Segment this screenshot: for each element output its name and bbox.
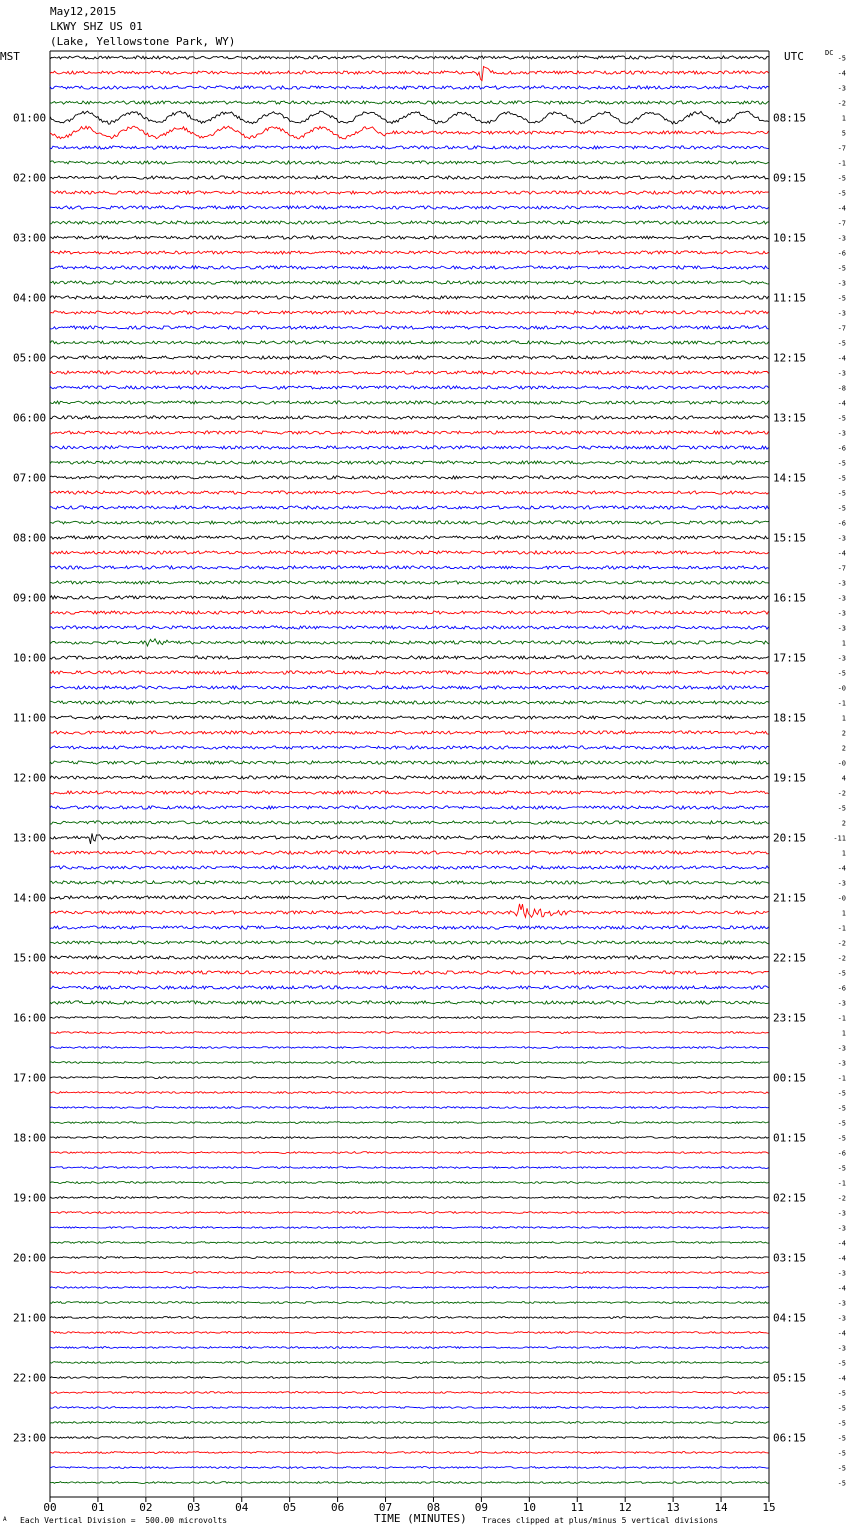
- dc-offset-label: -3: [837, 1344, 846, 1353]
- trace-blue: [50, 806, 769, 809]
- trace-green: [50, 461, 769, 464]
- utc-hour-label: 03:15: [773, 1251, 807, 1265]
- trace-green: [50, 1422, 769, 1424]
- trace-red: [50, 67, 769, 81]
- dc-offset-label: -5: [837, 1449, 846, 1458]
- utc-hour-label: 12:15: [773, 351, 807, 365]
- utc-hour-label: 09:15: [773, 171, 807, 185]
- trace-red: [50, 1092, 769, 1094]
- trace-green: [50, 761, 769, 764]
- utc-hour-label: 19:15: [773, 771, 807, 785]
- trace-green: [50, 1302, 769, 1304]
- trace-green: [50, 881, 769, 884]
- trace-green: [50, 401, 769, 404]
- dc-offset-label: -3: [837, 429, 846, 438]
- dc-offset-label: 4: [841, 774, 846, 783]
- trace-black: [50, 56, 769, 59]
- dc-offset-label: -3: [837, 534, 846, 543]
- trace-red: [50, 491, 769, 494]
- dc-offset-label: -4: [837, 1329, 846, 1338]
- trace-blue: [50, 626, 769, 629]
- trace-black: [50, 536, 769, 539]
- dc-offset-label: -7: [837, 219, 846, 228]
- mst-hour-label: 07:00: [13, 471, 47, 485]
- trace-black: [50, 596, 769, 599]
- dc-offset-label: -3: [837, 369, 846, 378]
- utc-label: UTC: [784, 50, 804, 63]
- trace-blue: [50, 206, 769, 209]
- trace-black: [50, 1197, 769, 1199]
- trace-green: [50, 521, 769, 524]
- trace-black: [50, 1317, 769, 1319]
- dc-offset-label: -5: [837, 804, 846, 813]
- trace-black: [50, 656, 769, 659]
- mst-hour-label: 18:00: [13, 1131, 47, 1145]
- utc-hour-label: 02:15: [773, 1191, 807, 1205]
- dc-offset-label: -5: [837, 1119, 846, 1128]
- trace-red: [50, 731, 769, 734]
- dc-offset-label: -0: [837, 894, 846, 903]
- trace-red: [50, 251, 769, 254]
- dc-offset-label: -11: [833, 834, 846, 843]
- trace-blue: [50, 566, 769, 569]
- utc-hour-label: 10:15: [773, 231, 807, 245]
- dc-offset-label: 1: [841, 849, 846, 858]
- dc-offset-label: -3: [837, 1269, 846, 1278]
- mst-hour-label: 15:00: [13, 951, 47, 965]
- mst-hour-label: 22:00: [13, 1371, 47, 1385]
- dc-offset-label: -3: [837, 1224, 846, 1233]
- dc-offset-label: -6: [837, 519, 846, 528]
- trace-black: [50, 776, 769, 779]
- trace-green: [50, 1482, 769, 1484]
- dc-offset-label: -5: [837, 1134, 846, 1143]
- trace-green: [50, 341, 769, 344]
- trace-green: [50, 941, 769, 944]
- trace-blue: [50, 866, 769, 869]
- mst-hour-label: 06:00: [13, 411, 47, 425]
- dc-offset-label: -5: [837, 264, 846, 273]
- x-tick-label: 01: [91, 1501, 105, 1514]
- mst-hour-label: 10:00: [13, 651, 47, 665]
- trace-red: [50, 126, 769, 139]
- location-label: (Lake, Yellowstone Park, WY): [50, 35, 236, 48]
- trace-green: [50, 1242, 769, 1244]
- utc-hour-label: 06:15: [773, 1431, 807, 1445]
- trace-red: [50, 904, 769, 918]
- trace-red: [50, 1332, 769, 1334]
- dc-offset-label: -7: [837, 324, 846, 333]
- mst-hour-label: 14:00: [13, 891, 47, 905]
- trace-blue: [50, 926, 769, 929]
- trace-blue: [50, 326, 769, 329]
- clip-note: Traces clipped at plus/minus 5 vertical divisions: [482, 1516, 719, 1525]
- trace-black: [50, 416, 769, 419]
- mst-hour-label: 02:00: [13, 171, 47, 185]
- dc-offset-label: 5: [841, 129, 846, 138]
- scale-note: Each Vertical Division = 500.00 microvolts: [20, 1516, 228, 1525]
- trace-blue: [50, 1107, 769, 1109]
- dc-offset-label: -0: [837, 759, 846, 768]
- dc-offset-label: -2: [837, 99, 846, 108]
- station-label: LKWY SHZ US 01: [50, 20, 143, 33]
- mst-hour-label: 05:00: [13, 351, 47, 365]
- mst-hour-label: 16:00: [13, 1011, 47, 1025]
- trace-green: [50, 101, 769, 104]
- dc-offset-label: -4: [837, 549, 846, 558]
- mst-hour-label: 09:00: [13, 591, 47, 605]
- trace-red: [50, 1452, 769, 1454]
- dc-offset-label: -2: [837, 954, 846, 963]
- x-tick-label: 02: [139, 1501, 153, 1514]
- dc-offset-label: -3: [837, 1299, 846, 1308]
- trace-blue: [50, 86, 769, 89]
- mst-hour-label: 13:00: [13, 831, 47, 845]
- dc-offset-label: 2: [841, 729, 846, 738]
- dc-offset-label: 1: [841, 1029, 846, 1038]
- dc-offset-label: -5: [837, 1104, 846, 1113]
- trace-red: [50, 851, 769, 854]
- dc-offset-label: -6: [837, 1149, 846, 1158]
- dc-offset-label: -4: [837, 864, 846, 873]
- dc-offset-label: -6: [837, 249, 846, 258]
- dc-offset-label: -3: [837, 84, 846, 93]
- trace-green: [50, 581, 769, 584]
- trace-green: [50, 221, 769, 224]
- trace-black: [50, 111, 769, 124]
- dc-offset-label: -4: [837, 1374, 846, 1383]
- utc-hour-label: 14:15: [773, 471, 807, 485]
- trace-green: [50, 1362, 769, 1364]
- x-tick-label: 05: [283, 1501, 297, 1514]
- dc-offset-label: 1: [841, 909, 846, 918]
- utc-hour-label: 11:15: [773, 291, 807, 305]
- utc-hour-label: 04:15: [773, 1311, 807, 1325]
- mst-hour-label: 23:00: [13, 1431, 47, 1445]
- dc-offset-label: -4: [837, 1239, 846, 1248]
- x-tick-label: 06: [330, 1501, 345, 1514]
- utc-hour-label: 17:15: [773, 651, 807, 665]
- dc-offset-label: -5: [837, 1464, 846, 1473]
- utc-hour-label: 05:15: [773, 1371, 807, 1385]
- trace-green: [50, 639, 769, 646]
- dc-label: DC: [825, 49, 834, 57]
- trace-black: [50, 296, 769, 299]
- dc-offset-label: -5: [837, 294, 846, 303]
- trace-red: [50, 551, 769, 554]
- dc-offset-label: -2: [837, 1194, 846, 1203]
- utc-hour-label: 01:15: [773, 1131, 807, 1145]
- trace-blue: [50, 746, 769, 749]
- trace-blue: [50, 1167, 769, 1169]
- dc-offset-label: -2: [837, 939, 846, 948]
- trace-red: [50, 191, 769, 194]
- x-tick-label: 12: [618, 1501, 632, 1514]
- dc-offset-label: -3: [837, 1209, 846, 1218]
- dc-offset-label: -5: [837, 174, 846, 183]
- dc-offset-label: -3: [837, 879, 846, 888]
- utc-hour-label: 15:15: [773, 531, 807, 545]
- mst-hour-label: 17:00: [13, 1071, 47, 1085]
- dc-offset-label: -3: [837, 234, 846, 243]
- x-axis-title: TIME (MINUTES): [374, 1512, 467, 1525]
- utc-hour-label: 08:15: [773, 111, 807, 125]
- dc-offset-label: -0: [837, 684, 846, 693]
- x-tick-label: 08: [426, 1501, 441, 1514]
- dc-offset-label: -3: [837, 1314, 846, 1323]
- dc-offset-label: -4: [837, 1254, 846, 1263]
- mst-hour-label: 01:00: [13, 111, 47, 125]
- dc-offset-label: -4: [837, 354, 846, 363]
- mst-hour-label: 11:00: [13, 711, 47, 725]
- trace-blue: [50, 1467, 769, 1469]
- trace-black: [50, 356, 769, 359]
- dc-offset-label: -5: [837, 1389, 846, 1398]
- mst-hour-label: 21:00: [13, 1311, 47, 1325]
- dc-offset-label: -5: [837, 474, 846, 483]
- dc-offset-label: -5: [837, 339, 846, 348]
- x-tick-label: 11: [570, 1501, 584, 1514]
- mst-hour-label: 08:00: [13, 531, 47, 545]
- dc-offset-label: -3: [837, 1059, 846, 1068]
- dc-offset-label: -5: [837, 54, 846, 63]
- trace-blue: [50, 386, 769, 389]
- trace-red: [50, 431, 769, 434]
- x-tick-label: 10: [522, 1501, 536, 1514]
- dc-offset-label: -1: [837, 1014, 846, 1023]
- trace-black: [50, 1257, 769, 1259]
- trace-red: [50, 971, 769, 974]
- trace-blue: [50, 1227, 769, 1229]
- trace-red: [50, 371, 769, 374]
- dc-offset-label: -5: [837, 1359, 846, 1368]
- mst-hour-label: 12:00: [13, 771, 47, 785]
- utc-hour-label: 22:15: [773, 951, 807, 965]
- x-tick-label: 14: [714, 1501, 728, 1514]
- dc-offset-label: -5: [837, 1089, 846, 1098]
- dc-offset-label: 1: [841, 639, 846, 648]
- dc-offset-label: -4: [837, 1284, 846, 1293]
- trace-black: [50, 1077, 769, 1079]
- trace-green: [50, 1001, 769, 1004]
- grid-lines: [50, 51, 769, 1497]
- trace-black: [50, 896, 769, 899]
- mst-label: MST: [0, 50, 20, 63]
- dc-offset-label: -1: [837, 159, 846, 168]
- x-tick-label: 13: [666, 1501, 680, 1514]
- utc-hour-label: 21:15: [773, 891, 807, 905]
- dc-offset-label: -5: [837, 459, 846, 468]
- utc-hour-label: 18:15: [773, 711, 807, 725]
- date-label: May12,2015: [50, 5, 117, 18]
- trace-black: [50, 1017, 769, 1019]
- dc-offset-label: -5: [837, 1164, 846, 1173]
- trace-black: [50, 1137, 769, 1139]
- dc-offset-label: -3: [837, 594, 846, 603]
- dc-offset-label: -3: [837, 279, 846, 288]
- trace-black: [50, 1437, 769, 1439]
- trace-red: [50, 671, 769, 674]
- x-tick-label: 07: [378, 1501, 393, 1514]
- mst-hour-label: 03:00: [13, 231, 47, 245]
- dc-offset-label: -5: [837, 1434, 846, 1443]
- trace-black: [50, 1377, 769, 1379]
- trace-red: [50, 311, 769, 314]
- x-tick-label: 00: [43, 1501, 57, 1514]
- trace-black: [50, 476, 769, 479]
- dc-offset-label: -5: [837, 1419, 846, 1428]
- utc-hour-label: 00:15: [773, 1071, 807, 1085]
- trace-blue: [50, 146, 769, 149]
- dc-offset-label: -5: [837, 504, 846, 513]
- trace-red: [50, 1032, 769, 1034]
- dc-offset-label: -5: [837, 489, 846, 498]
- dc-offset-label: -4: [837, 399, 846, 408]
- mst-hour-label: 19:00: [13, 1191, 47, 1205]
- trace-blue: [50, 266, 769, 269]
- trace-green: [50, 1122, 769, 1124]
- trace-lines: [50, 56, 769, 1484]
- trace-black: [50, 176, 769, 179]
- dc-offset-label: -8: [837, 384, 846, 393]
- dc-offset-label: -1: [837, 1074, 846, 1083]
- trace-red: [50, 1272, 769, 1274]
- dc-offset-label: -3: [837, 579, 846, 588]
- dc-offset-label: -4: [837, 69, 846, 78]
- mst-hour-label: 04:00: [13, 291, 47, 305]
- dc-offset-label: -5: [837, 969, 846, 978]
- trace-red: [50, 1392, 769, 1394]
- trace-blue: [50, 1287, 769, 1289]
- dc-offset-label: -3: [837, 609, 846, 618]
- mst-hour-label: 20:00: [13, 1251, 47, 1265]
- trace-black: [50, 956, 769, 959]
- dc-offset-label: -4: [837, 204, 846, 213]
- dc-offset-label: -7: [837, 564, 846, 573]
- trace-red: [50, 791, 769, 794]
- trace-green: [50, 281, 769, 284]
- dc-offset-label: 2: [841, 744, 846, 753]
- trace-blue: [50, 1047, 769, 1049]
- dc-offset-label: -3: [837, 309, 846, 318]
- dc-offset-label: -3: [837, 999, 846, 1008]
- dc-offset-label: 1: [841, 714, 846, 723]
- trace-green: [50, 821, 769, 824]
- utc-hour-label: 13:15: [773, 411, 807, 425]
- dc-offset-label: -5: [837, 669, 846, 678]
- utc-hour-label: 23:15: [773, 1011, 807, 1025]
- x-tick-label: 09: [474, 1501, 489, 1514]
- trace-blue: [50, 1407, 769, 1409]
- trace-green: [50, 1182, 769, 1184]
- trace-blue: [50, 686, 769, 689]
- dc-offset-label: -7: [837, 144, 846, 153]
- dc-offset-label: -5: [837, 1404, 846, 1413]
- corner-mark: A: [3, 1516, 7, 1523]
- dc-offset-label: 2: [841, 819, 846, 828]
- dc-offset-label: -3: [837, 624, 846, 633]
- x-tick-label: 03: [187, 1501, 201, 1514]
- dc-offset-label: 1: [841, 114, 846, 123]
- dc-offset-label: -3: [837, 1044, 846, 1053]
- dc-offset-label: -1: [837, 1179, 846, 1188]
- dc-offset-label: -1: [837, 924, 846, 933]
- dc-offset-label: -2: [837, 789, 846, 798]
- trace-blue: [50, 1347, 769, 1349]
- dc-offset-label: -6: [837, 444, 846, 453]
- trace-black: [50, 716, 769, 719]
- dc-offset-label: -5: [837, 189, 846, 198]
- trace-blue: [50, 986, 769, 989]
- trace-red: [50, 1212, 769, 1214]
- dc-offset-label: -6: [837, 984, 846, 993]
- trace-green: [50, 161, 769, 164]
- trace-black: [50, 833, 769, 844]
- dc-offset-label: -1: [837, 699, 846, 708]
- trace-black: [50, 236, 769, 239]
- dc-offset-label: -5: [837, 414, 846, 423]
- utc-hour-label: 20:15: [773, 831, 807, 845]
- trace-blue: [50, 446, 769, 449]
- trace-green: [50, 1062, 769, 1064]
- trace-blue: [50, 506, 769, 509]
- x-tick-label: 04: [235, 1501, 249, 1514]
- trace-red: [50, 611, 769, 614]
- trace-green: [50, 701, 769, 704]
- dc-offset-label: -5: [837, 1479, 846, 1488]
- x-tick-label: 15: [762, 1501, 776, 1514]
- trace-red: [50, 1152, 769, 1154]
- dc-offset-label: -3: [837, 654, 846, 663]
- utc-hour-label: 16:15: [773, 591, 807, 605]
